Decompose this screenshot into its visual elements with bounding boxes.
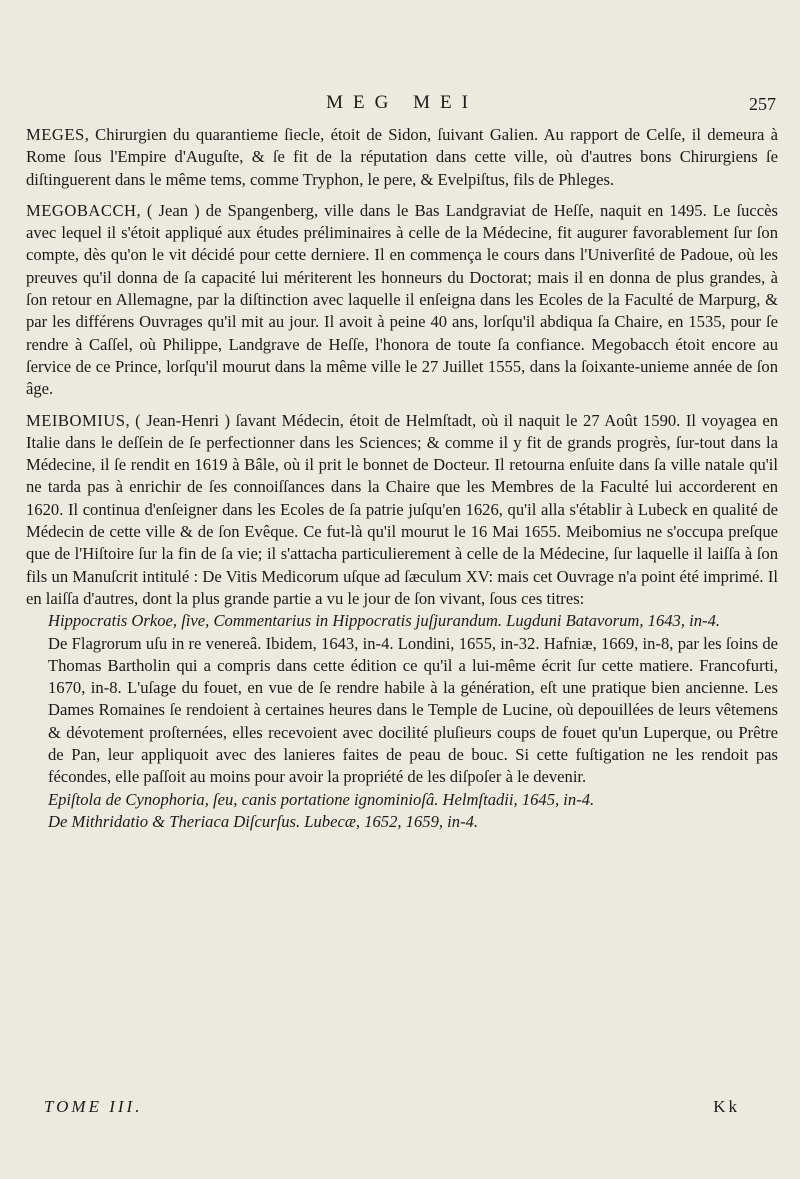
headword: MEIBOMIUS [26, 410, 126, 430]
citation: Hippocratis Orkoe, ſive, Commentarius in Hippocratis juſjurandum. Lugduni Batavorum, 1643, in-4. [48, 611, 721, 631]
entry-text: , ( Jean-Henri ) ſavant Médecin, étoit de Helmſtadt, où il naquit le 27 Août 1590. Il voyagea en Italie dans le deſſein de ſe perfectionner dans les Sciences; & comme il y fit de grands progrès, ſur-tout dans la Médecine, il ſe rendit en 1619 à Bâle, où il prit le bonnet de Docteur. Il retourna enſuite dans ſa ville natale qu'il ne tarda pas à enrichir de ſes connoiſſances dans la Chaire que les Membres de la Faculté lui accorderent en 1620. Il continua d'enſeigner dans les Ecoles de ſa patrie juſqu'en 1626, qu'il alla s'établir à Lubeck en qualité de Médecin de cette ville & de ſon Evêque. Ce fut-là qu'il mourut le 16 Mai 1655. Meibomius ne s'occupa preſque que de l'Hiſtoire ſur la fin de ſa vie; il s'attacha particulierement à celle de la Médecine, ſur laquelle il laiſſa à ſon fils un Manuſcrit intitulé : De Vitis Medicorum uſque ad ſæculum XV: mais cet Ouvrage n'a point été imprimé. Il en laiſſa d'autres, dont la plus grande partie a vu le jour de ſon vivant, ſous ces titres: [26, 410, 778, 608]
entry-text: , Chirurgien du quarantieme ſiecle, étoit de Sidon, ſuivant Galien. Au rapport de Celſe, il demeura à Rome ſous l'Empire d'Auguſte, & ſe fit de la réputation dans cette ville, où d'autres bons Chirurgiens ſe diſtinguerent dans le même tems, comme Tryphon, le pere, & Evelpiſtus, fils de Phleges. [26, 125, 778, 189]
page-number: 257 [749, 94, 776, 114]
citation: De Mithridatio & Theriaca Diſcurſus. Lubecæ, 1652, 1659, in-4. [48, 811, 479, 831]
entry-meges [26, 124, 778, 191]
entry-paragraph [26, 410, 778, 611]
citation: De Flagrorum uſu in re venereâ. Ibidem, 1643, in-4. Londini, 1655, in-32. Hafniæ, 1669, in-8, par les ſoins de Thomas Bartholin qui a compris dans cette édition ce qu'il a lui-même écrit ſur cette matiere. Francofurti, 1670, in-8. L'uſage du fouet, en vue de ſe rendre habile à la génération, eſt une pratique bien ancienne. Les Dames Romaines ſe rendoient à certaines heures dans le Temple de Lucine, où depouillées de leurs vêtemens & dévotement proſternées, elles recevoient avec docilité pluſieurs coups de fouet qu'un Luperque, ou Prêtre de Pan, leur appliquoit avec des lanieres faites de peau de bouc. Si cette fuſtigation ne les rendoit pas fécondes, elle paſſoit au moins pour avoir la propriété de les diſpoſer à le devenir. [48, 633, 778, 787]
headword: MEGOBACCH [26, 200, 137, 220]
page-header [26, 88, 778, 124]
entry-meibomius [26, 410, 778, 834]
book-page [26, 88, 778, 842]
entry-paragraph [26, 124, 778, 191]
headword: MEGES [26, 125, 85, 144]
signature-mark: Kk [713, 1097, 740, 1116]
entry-text: , ( Jean ) de Spangenberg, ville dans le Bas Landgraviat de Heſſe, naquit en 1495. Le ſuccès avec lequel il s'étoit appliqué aux études préliminaires à celle de la Médecine, fit augurer favorablement ſur ſon compte, dès qu'on le vit décidé pour cette derniere. Il en commença le cours dans l'Univerſité de Padoue, où les preuves qu'il donna de ſa capacité lui mériterent les honneurs du Doctorat; mais il en donna de plus grandes, à ſon retour en Allemagne, par la diſtinction avec laquelle il enſeigna dans les Ecoles de la Faculté de Marpurg, & par les différens Ouvrages qu'il mit au jour. Il avoit à peine 40 ans, lorſqu'il abdiqua ſa Chaire, en 1535, pour ſe rendre à Caſſel, où Philippe, Landgrave de Heſſe, l'honora de toute ſa confiance. Megobacch étoit encore au ſervice de ce Prince, lorſqu'il mourut dans la même ville le 27 Juillet 1555, dans la ſoixante-unieme année de ſon âge. [26, 200, 778, 399]
volume-label: TOME III. [44, 1097, 143, 1116]
running-head: MEG MEI [326, 92, 478, 113]
citation: Epiſtola de Cynophoria, ſeu, canis portatione ignominioſâ. Helmſtadii, 1645, in-4. [48, 789, 595, 809]
entry-paragraph [26, 200, 778, 401]
page-footer [44, 1097, 740, 1123]
entry-megobacch [26, 200, 778, 401]
